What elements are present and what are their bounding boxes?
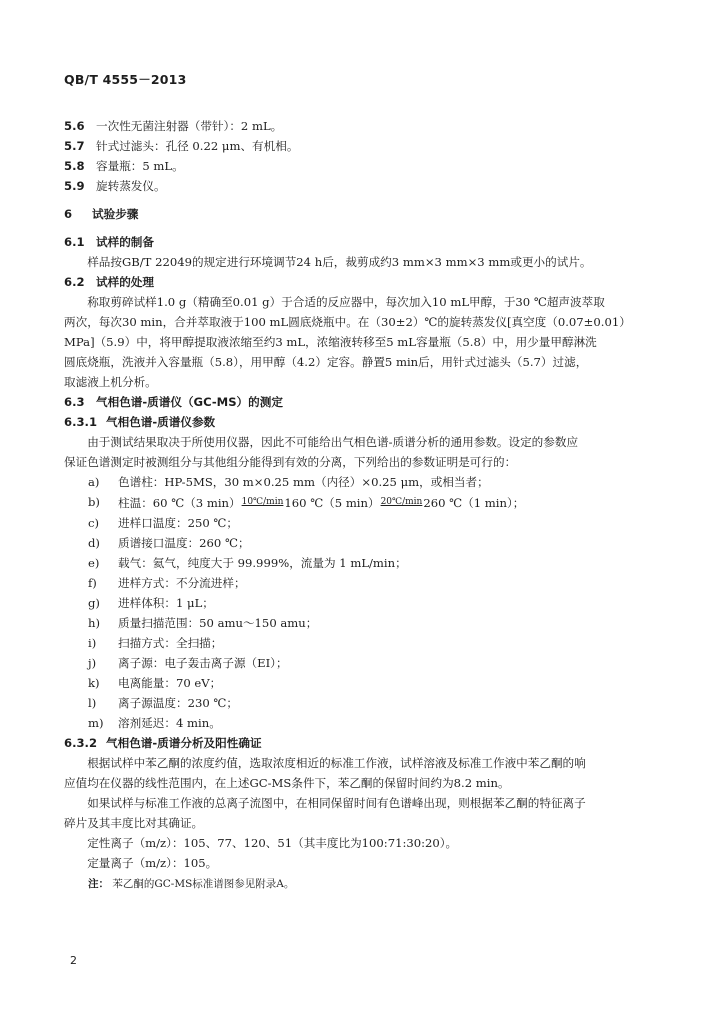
list-item xyxy=(88,693,670,713)
ramp-rate-2: 20℃/min xyxy=(380,497,423,507)
item-label: d) xyxy=(88,536,100,550)
paragraph-line: 定性离子（m/z）：105、77、120、51（其丰度比为100:71:30:20）。 xyxy=(87,836,458,850)
item-label: h) xyxy=(88,616,100,630)
list-item xyxy=(88,653,670,673)
item-label: m) xyxy=(88,716,104,730)
section-title: 气相色谱-质谱仪（GC-MS）的测定 xyxy=(96,395,283,409)
clause-text: 旋转蒸发仪。 xyxy=(96,179,166,193)
section-number: 6.1 xyxy=(64,235,85,249)
item-text: 进样方式：不分流进样； xyxy=(118,576,246,590)
list-item xyxy=(88,713,670,733)
ramp-rate-1: 10℃/min xyxy=(241,497,284,507)
clause-number: 5.8 xyxy=(64,159,85,173)
item-label: j) xyxy=(88,656,97,670)
gcms-parameter-list xyxy=(64,472,670,733)
column-temp-part-3: 260 ℃（1 min）； xyxy=(423,496,525,510)
item-label: k) xyxy=(88,676,100,690)
section-6-1-heading xyxy=(64,232,670,252)
quantitative-ion xyxy=(64,853,670,873)
item-text: 离子源：电子轰击离子源（EI）； xyxy=(118,656,288,670)
paragraph-line: 应值均在仪器的线性范围内，在上述GC-MS条件下，苯乙酮的保留时间约为8.2 min。 xyxy=(64,776,510,790)
item-label: l) xyxy=(88,696,97,710)
page-number: 2 xyxy=(70,954,77,967)
clause-number: 5.9 xyxy=(64,179,85,193)
section-title: 气相色谱-质谱分析及阳性确证 xyxy=(106,736,262,750)
item-label: e) xyxy=(88,556,100,570)
paragraph-line: 圆底烧瓶，洗液并入容量瓶（5.8），用甲醇（4.2）定容。静置5 min后，用针式过滤头（5.7）过滤， xyxy=(64,355,588,369)
section-title: 试样的制备 xyxy=(96,235,154,249)
list-item xyxy=(88,613,670,633)
item-label: f) xyxy=(88,576,97,590)
item-label: i) xyxy=(88,636,97,650)
list-item xyxy=(88,553,670,573)
clause-text: 一次性无菌注射器（带针）：2 mL。 xyxy=(96,119,283,133)
paragraph-line: 根据试样中苯乙酮的浓度约值，选取浓度相近的标准工作液，试样溶液及标准工作液中苯乙酮的响 xyxy=(87,756,586,770)
item-5-7 xyxy=(64,136,670,156)
section-6-heading xyxy=(64,204,670,224)
section-number: 6.3 xyxy=(64,395,85,409)
note-label: 注： xyxy=(88,878,109,890)
column-temp-part-2: 160 ℃（5 min） xyxy=(284,496,380,510)
item-text: 色谱柱：HP-5MS，30 m×0.25 mm（内径）×0.25 μm，或相当者； xyxy=(118,475,489,489)
clause-text: 针式过滤头：孔径 0.22 μm、有机相。 xyxy=(96,139,299,153)
paragraph-line: 由于测试结果取决于所使用仪器，因此不可能给出气相色谱-质谱分析的通用参数。设定的参数应 xyxy=(87,435,579,449)
section-6-3-1-paragraph xyxy=(64,432,670,472)
item-5-8 xyxy=(64,156,670,176)
item-text: 载气：氦气，纯度大于 99.999%，流量为 1 mL/min； xyxy=(118,556,407,570)
item-text xyxy=(118,492,670,513)
list-item xyxy=(88,472,670,492)
paragraph-line: 样品按GB/T 22049的规定进行环境调节24 h后，裁剪成约3 mm×3 mm×3 mm或更小的试片。 xyxy=(87,255,592,269)
list-item xyxy=(88,513,670,533)
item-label: b) xyxy=(88,495,100,509)
item-label: c) xyxy=(88,516,100,530)
section-6-2-paragraph xyxy=(64,292,670,392)
paragraph-line: 称取剪碎试样1.0 g（精确至0.01 g）于合适的反应器中，每次加入10 mL甲醇，于30 ℃超声波萃取 xyxy=(87,295,605,309)
section-number: 6 xyxy=(64,207,73,221)
item-text: 扫描方式：全扫描； xyxy=(118,636,223,650)
section-6-2-heading xyxy=(64,272,670,292)
clause-text: 容量瓶：5 mL。 xyxy=(96,159,184,173)
item-text: 质量扫描范围：50 amu～150 amu； xyxy=(118,616,318,630)
item-text: 质谱接口温度：260 ℃； xyxy=(118,536,250,550)
clause-number: 5.7 xyxy=(64,139,85,153)
note-text: 苯乙酮的GC-MS标准谱图参见附录A。 xyxy=(112,878,295,890)
paragraph-line: 碎片及其丰度比对其确证。 xyxy=(64,816,204,830)
document-body xyxy=(64,116,670,895)
note xyxy=(64,873,670,895)
item-text: 进样体积：1 μL； xyxy=(118,596,214,610)
item-5-9 xyxy=(64,176,670,196)
list-item xyxy=(88,673,670,693)
paragraph-line: MPa]（5.9）中，将甲醇提取液浓缩至约3 mL，浓缩液转移至5 mL容量瓶（5.8）中，用少量甲醇淋洗 xyxy=(64,335,597,349)
paragraph-line: 取滤液上机分析。 xyxy=(64,375,157,389)
qualitative-ions xyxy=(64,833,670,853)
section-number: 6.3.1 xyxy=(64,415,98,429)
list-item xyxy=(88,573,670,593)
list-item xyxy=(88,593,670,613)
section-title: 试验步骤 xyxy=(92,207,139,221)
item-5-6 xyxy=(64,116,670,136)
item-label: g) xyxy=(88,596,100,610)
item-label: a) xyxy=(88,475,100,489)
standard-code-header: QB/T 4555－2013 xyxy=(64,72,187,87)
paragraph-line: 两次，每次30 min，合并萃取液于100 mL圆底烧瓶中。在（30±2）℃的旋转蒸发仪[真空度（0.07±0.01） xyxy=(64,315,631,329)
list-item xyxy=(88,533,670,553)
section-title: 气相色谱-质谱仪参数 xyxy=(106,415,216,429)
section-6-3-1-heading xyxy=(64,412,670,432)
item-text: 离子源温度：230 ℃； xyxy=(118,696,238,710)
clause-number: 5.6 xyxy=(64,119,85,133)
list-item xyxy=(88,492,670,513)
item-text: 溶剂延迟：4 min。 xyxy=(118,716,221,730)
section-6-3-heading xyxy=(64,392,670,412)
paragraph-line: 定量离子（m/z）：105。 xyxy=(87,856,218,870)
section-6-3-2-heading xyxy=(64,733,670,753)
section-title: 试样的处理 xyxy=(96,275,154,289)
item-text: 进样口温度：250 ℃； xyxy=(118,516,238,530)
item-text: 电离能量：70 eV； xyxy=(118,676,222,690)
section-number: 6.2 xyxy=(64,275,85,289)
section-6-3-2-paragraph-1 xyxy=(64,753,670,793)
section-6-1-paragraph xyxy=(64,252,670,272)
list-item xyxy=(88,633,670,653)
section-number: 6.3.2 xyxy=(64,736,98,750)
paragraph-line: 如果试样与标准工作液的总离子流图中，在相同保留时间有色谱峰出现，则根据苯乙酮的特征离子 xyxy=(87,796,586,810)
paragraph-line: 保证色谱测定时被测组分与其他组分能得到有效的分离，下列给出的参数证明是可行的： xyxy=(64,455,517,469)
section-6-3-2-paragraph-2 xyxy=(64,793,670,833)
column-temp-part-1: 柱温：60 ℃（3 min） xyxy=(118,496,241,510)
